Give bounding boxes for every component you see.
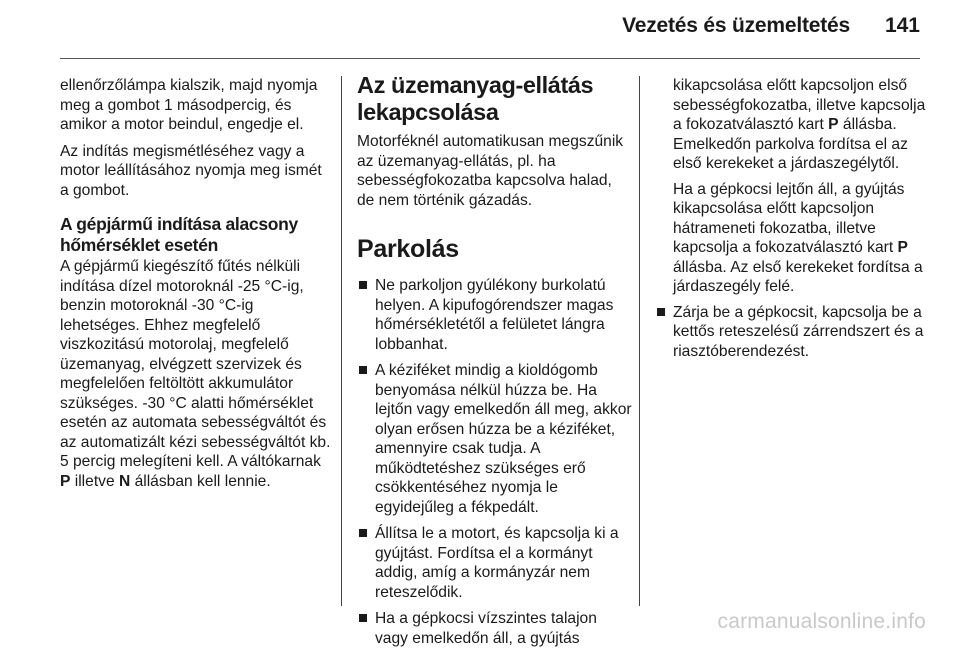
list-item [357,609,632,648]
paragraph: Motorféknél automatikusan megszűnik az üzemanyag-ellátás, pl. ha sebességfokozatba kapcsolva halad, de nem történik gázadás. [357,133,624,209]
watermark: carmanualsonline.info [717,610,926,633]
list-item [655,303,930,362]
bullet-icon [359,529,367,537]
list-item-text: Ha a gépkocsi vízszintes talajon vagy emelkedőn áll, a gyújtás [375,610,597,647]
header-rule [60,58,920,59]
paragraph-text: illetve [74,472,115,490]
column-right [655,76,930,368]
column-divider [341,76,342,606]
section-heading-parking: Parkolás [357,235,459,263]
paragraph [60,257,332,491]
section-heading: A gépjármű indítása alacsony hőmérséklet esetén [60,214,298,255]
gear-position-p: P [828,116,839,133]
list-item [357,361,632,517]
page-number: 141 [884,14,920,37]
gear-position-p: P [897,239,908,256]
bullet-icon [657,308,665,316]
bullet-icon [359,614,367,622]
column-middle [357,72,632,655]
paragraph [673,76,930,174]
list-item-text: Ne parkoljon gyúlékony burkolatú helyen. A kipufogórendszer magas hőmérsékletétől a felületet lángra lobbanhat. [375,277,614,353]
list-item-text: A kéziféket mindig a kioldógomb benyomása nélkül húzza be. Ha lejtőn vagy emelkedőn áll meg, akkor olyan erősen húzza be a kéziféket, amennyire csak tudja. A működtetéshez szükséges erő csökkentéséhez nyomja le egyidejűleg a fékpedált. [375,362,632,516]
column-divider [639,76,640,606]
list-item-text: Zárja be a gépkocsit, kapcsolja be a kettős reteszelésű zárrendszert és a riasztóberendezést. [673,303,924,360]
paragraph-text: Ha a gépkocsi lejtőn áll, a gyújtás kikapcsolása előtt kapcsoljon hátrameneti fokozatba, illetve kapcsolja a fokozatválasztó kart [673,180,905,256]
list-item-text: Állítsa le a motort, és kapcsolja ki a gyújtást. Fordítsa el a kormányt addig, amíg a kormányzár nem reteszelődik. [375,525,619,601]
column-left [60,76,332,498]
bullet-icon [359,281,367,289]
bullet-list [655,303,930,362]
bullet-list [357,276,632,648]
paragraph-text: kikapcsolása előtt kapcsoljon első sebességfokozatba, illetve kapcsolja a fokozatválasztó kart [673,77,926,133]
paragraph: Az indítás megismétléséhez vagy a motor leállításához nyomja meg ismét a gombot. [60,142,322,199]
section-heading: Az üzemanyag-ellátás lekapcsolása [357,72,594,125]
paragraph: ellenőrzőlámpa kialszik, majd nyomja meg a gombot 1 másodpercig, és amikor a motor beindul, engedje el. [60,77,318,133]
bullet-icon [359,366,367,374]
page-header-title: Vezetés és üzemeltetés [622,14,850,37]
paragraph [673,180,930,297]
gear-position-n: N [118,472,131,490]
paragraph-text: állásban kell lennie. [134,472,271,490]
paragraph-text: A gépjármű kiegészítő fűtés nélküli indítása dízel motoroknál -25 °C-ig, benzin motoroknál -30 °C-ig lehetséges. Ehhez megfelelő viszkozitású motorolaj, megfelelő üzemanyag, elvégzett szervizek és megfelelően feltöltött akkumulátor szükséges. -30 °C alatti hőmérséklet esetén az automata sebességváltót és az automatizált kézi sebességváltót kb. 5 percig melegíteni kell. A váltókarnak [60,258,331,470]
list-item [357,524,632,602]
paragraph-text: állásba. Emelkedőn parkolva fordítsa el az első kerekeket a járdaszegélytől. [673,116,908,172]
list-item [357,276,632,354]
paragraph-text: állásba. Az első kerekeket fordítsa a járdaszegély felé. [673,258,923,295]
gear-position-p: P [60,472,71,490]
